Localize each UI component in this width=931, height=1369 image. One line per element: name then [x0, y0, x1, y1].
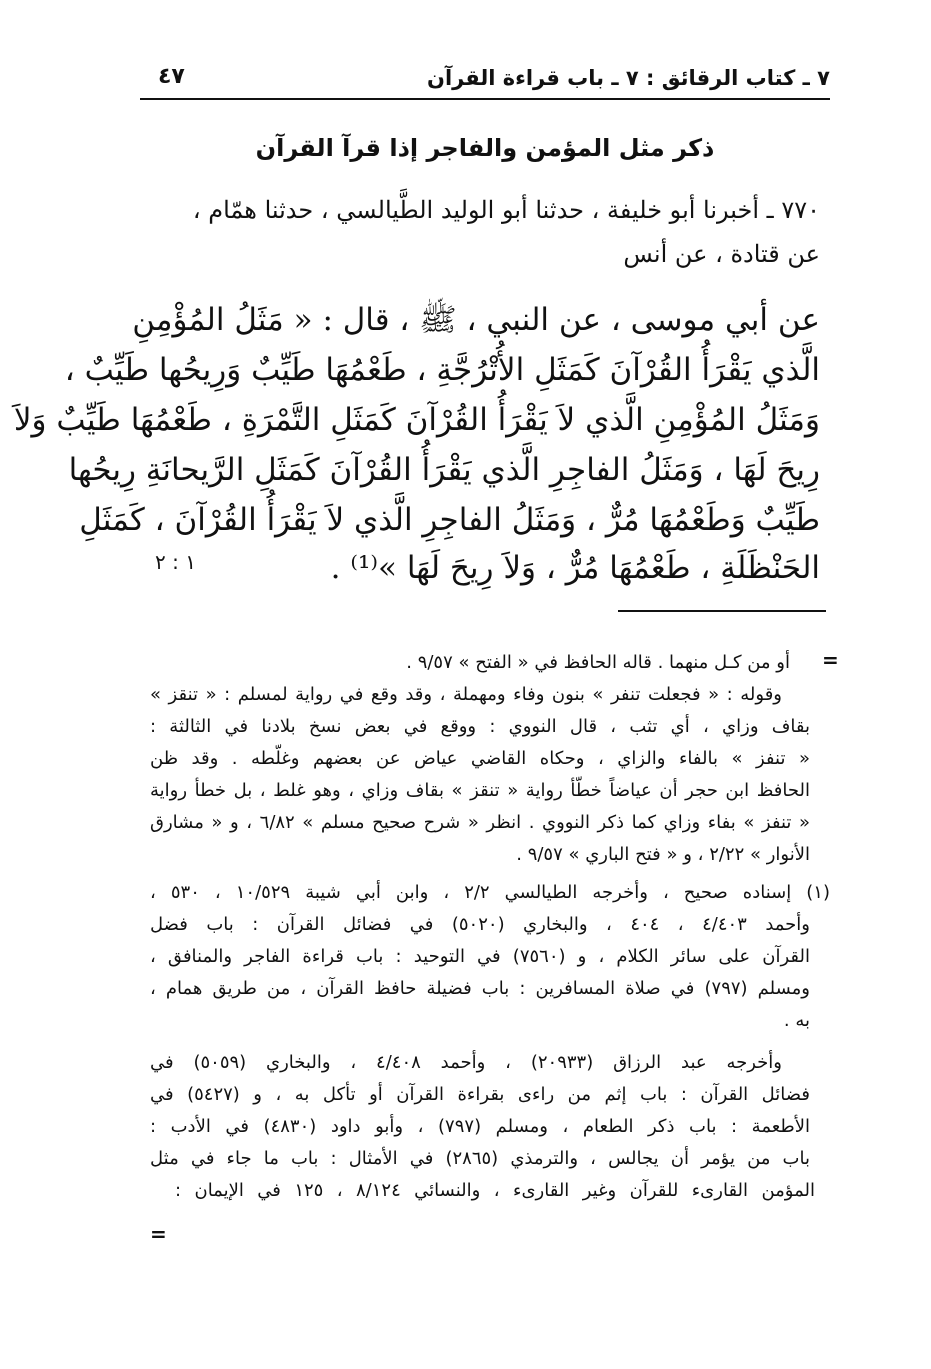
footnote-line: الحافظ ابن حجر أن عياضاً خطّأ رواية « تنقز » بقاف وزاي ، وهو غلط ، بل خطأ رواية	[150, 780, 810, 801]
matn-line: وَمَثَلُ المُؤْمِنِ الَّذي لاَ يَقْرَأُ القُرْآنَ كَمَثَلِ التَّمْرَةِ ، طَعْمُهَا طَيِّبٌ وَلاَ	[13, 402, 820, 438]
footnote-line: ومسلم (٧٩٧) في صلاة المسافرين : باب فضيلة حافظ القرآن ، من طريق همام ،	[150, 978, 810, 999]
footnote-line: الأنوار » ٢/٢٢ ، و « فتح الباري » ٩/٥٧ .	[516, 844, 810, 865]
isnad-line: ٧٧٠ ـ أخبرنا أبو خليفة ، حدثنا أبو الوليد الطَّيالسي ، حدثنا همّام ،	[192, 196, 820, 224]
footnote-line: أو من كـل منهما . قاله الحافظ في « الفتح » ٩/٥٧ .	[406, 652, 790, 673]
matn-line: الَّذي يَقْرَأُ القُرْآنَ كَمَثَلِ الأُتْرُجَّةِ ، طَعْمُهَا طَيِّبٌ وَرِيحُها طَيِّبٌ ،	[64, 352, 820, 388]
matn-line: طَيِّبٌ وَطَعْمُهَا مُرٌّ ، وَمَثَلُ الفاجِرِ الَّذي لاَ يَقْرَأُ القُرْآنَ ، كَمَثَلِ	[79, 502, 820, 538]
matn-line: رِيحَ لَهَا ، وَمَثَلُ الفاجِرِ الَّذي يَقْرَأُ القُرْآنَ كَمَثَلِ الرَّيحانَةِ رِيحُها	[68, 452, 820, 488]
header-title: ٧ ـ كتاب الرقائق : ٧ ـ باب قراءة القرآن	[427, 66, 830, 90]
footnote-line: « تنفز » بفاء وزاي كما ذكر النووي . انظر « شرح صحيح مسلم » ٦/٨٢ ، و « مشارق	[150, 812, 810, 833]
matn-line: عن أبي موسى ، عن النبي ، ﷺ ، قال : « مَثَلُ المُؤْمِنِ	[132, 302, 820, 338]
cross-reference: ١ : ٢	[155, 550, 196, 574]
footnote-line: القرآن على سائر الكلام ، و (٧٥٦٠) في التوحيد : باب قراءة الفاجر والمنافق ،	[150, 946, 810, 967]
isnad-line: عن قتادة ، عن أنس	[623, 240, 820, 268]
footnote-line: به .	[783, 1010, 810, 1031]
footnote-line: وقوله : « فجعلت تنفر » بنون وفاء ومهملة ، وقد وقع في رواية لمسلم : « تنقز »	[150, 684, 782, 705]
footnote-line: فضائل القرآن : باب إثم من راءى بقراءة القرآن أو تأكل به ، و (٥٤٢٧) في	[150, 1084, 810, 1105]
footnote-line: بقاف وزاي ، أي تثب ، قال النووي : ووقع في بعض نسخ بلادنا في الثالثة :	[150, 716, 810, 737]
matn-line: الحَنْظَلَةِ ، طَعْمُهَا مُرٌّ ، وَلاَ رِيحَ لَهَا »⁽¹⁾ .	[330, 550, 820, 586]
footnote-line: المؤمن القارىء للقرآن وغير القارىء ، والنسائي ٨/١٢٤ ، ١٢٥ في الإيمان :	[175, 1180, 815, 1201]
continuation-mark: =	[822, 648, 839, 672]
continuation-mark: =	[150, 1222, 167, 1246]
footnote-line: باب من يؤمر أن يجالس ، والترمذي (٢٨٦٥) في الأمثال : باب ما جاء في مثل	[150, 1148, 810, 1169]
running-header	[140, 58, 830, 100]
footnote-line: الأطعمة : باب ذكر الطعام ، ومسلم (٧٩٧) ، وأبو داود (٤٨٣٠) في الأدب :	[150, 1116, 810, 1137]
footnote-line: « تنفز » بالفاء والزاي ، وحكاه القاضي عياض عن بعضهم وغلّطه . وقد ظن	[150, 748, 810, 769]
footnote-line: وأخرجه عبد الرزاق (٢٠٩٣٣) ، وأحمد ٤/٤٠٨ ، والبخاري (٥٠٥٩) في	[150, 1052, 783, 1073]
page-number: ٤٧	[158, 64, 185, 89]
section-title: ذكر مثل المؤمن والفاجر إذا قرآ القرآن	[255, 134, 715, 162]
footnote-line: وأحمد ٤/٤٠٣ ، ٤٠٤ ، والبخاري (٥٠٢٠) في فضائل القرآن : باب فضل	[150, 914, 810, 935]
footnote-divider	[618, 610, 826, 612]
footnote-line: (١) إسناده صحيح ، وأخرجه الطيالسي ٢/٢ ، وابن أبي شيبة ١٠/٥٢٩ ، ٥٣٠ ،	[150, 882, 830, 903]
